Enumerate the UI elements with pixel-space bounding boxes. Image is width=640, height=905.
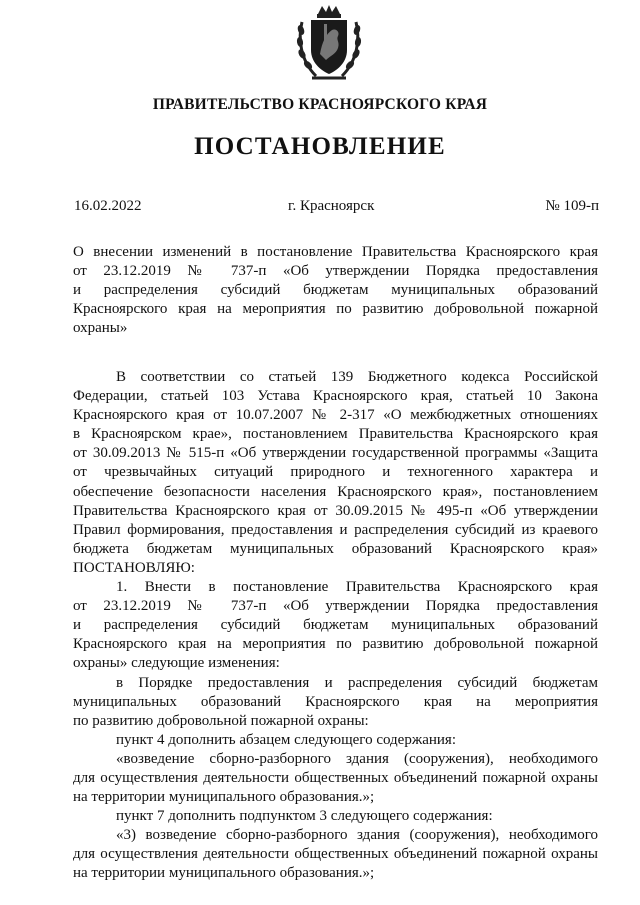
body-line: охраны» следующие изменения: (73, 655, 280, 672)
document-type: ПОСТАНОВЛЕНИЕ (194, 133, 446, 160)
title-line: от 23.12.2019 № 737-п «Об утверждении Порядка предоставления (73, 263, 598, 279)
body-line: 1. Внести в постановление Правительства Красноярского края (116, 579, 598, 596)
body-line: Правил формирования, предоставления и распределения субсидий из краевого (73, 521, 598, 538)
body-line: пункт 4 дополнить абзацем следующего содержания: (116, 731, 456, 748)
body-line: ПОСТАНОВЛЯЮ: (73, 559, 195, 576)
document-city: г. Красноярск (288, 198, 375, 214)
body-line: бюджета бюджетам муниципальных образований Красноярского края» (73, 540, 598, 557)
body-line: от 23.12.2019 № 737-п «Об утверждении Порядка предоставления (73, 598, 598, 615)
body-line: В соответствии со статьей 139 Бюджетного кодекса Российской (116, 369, 598, 385)
body-line: Красноярского края на мероприятия по развитию добровольной пожарной (73, 636, 598, 653)
document-number: № 109-п (545, 198, 599, 214)
body-line: по развитию добровольной пожарной охраны: (73, 712, 369, 729)
body-line: муниципальных образований Красноярского края на мероприятия (73, 693, 598, 710)
document-title (73, 243, 598, 338)
body-line: «возведение сборно-разборного здания (сооружения), необходимого (116, 750, 598, 767)
body-line: в Красноярском крае», постановлением Правительства Красноярского края (73, 426, 598, 443)
body-line: Красноярского края от 10.07.2007 № 2-317 «О межбюджетных отношениях (73, 407, 598, 424)
body-line: на территории муниципального образования.»; (73, 789, 375, 806)
body-line: обеспечение безопасности населения Красноярского края», постановлением (73, 483, 598, 500)
title-line: Красноярского края на мероприятия по развитию добровольной пожарной (73, 301, 598, 317)
body-line: Правительства Красноярского края от 30.09.2015 № 495-п «Об утверждении (73, 502, 598, 519)
body-line: от 30.09.2013 № 515-п «Об утверждении государственной программы «Защита (73, 445, 598, 462)
body-line: «3) возведение сборно-разборного здания (сооружения), необходимого (116, 827, 598, 844)
body-line: и распределения субсидий бюджетам муниципальных образований (73, 617, 598, 634)
organization-name: ПРАВИТЕЛЬСТВО КРАСНОЯРСКОГО КРАЯ (152, 96, 488, 113)
title-line: О внесении изменений в постановление Правительства Красноярского края (73, 244, 598, 260)
title-line: охраны» (73, 320, 128, 336)
body-line: пункт 7 дополнить подпунктом 3 следующего содержания: (116, 808, 493, 825)
body-line: в Порядке предоставления и распределения субсидий бюджетам (116, 674, 598, 691)
body-line: от чрезвычайных ситуаций природного и техногенного характера и (73, 464, 598, 481)
body-line: для осуществления деятельности общественных объединений пожарной охраны (73, 846, 598, 863)
body-line: для осуществления деятельности общественных объединений пожарной охраны (73, 769, 598, 786)
document-date: 16.02.2022 (74, 198, 142, 214)
krasnoyarsk-coat-of-arms-icon (296, 4, 362, 82)
body-line: Федерации, статьей 103 Устава Красноярского края, статьей 10 Закона (73, 388, 598, 405)
title-line: и распределения субсидий бюджетам муниципальных образований (73, 282, 598, 298)
document-body (73, 368, 598, 884)
body-line: на территории муниципального образования.»; (73, 865, 375, 882)
